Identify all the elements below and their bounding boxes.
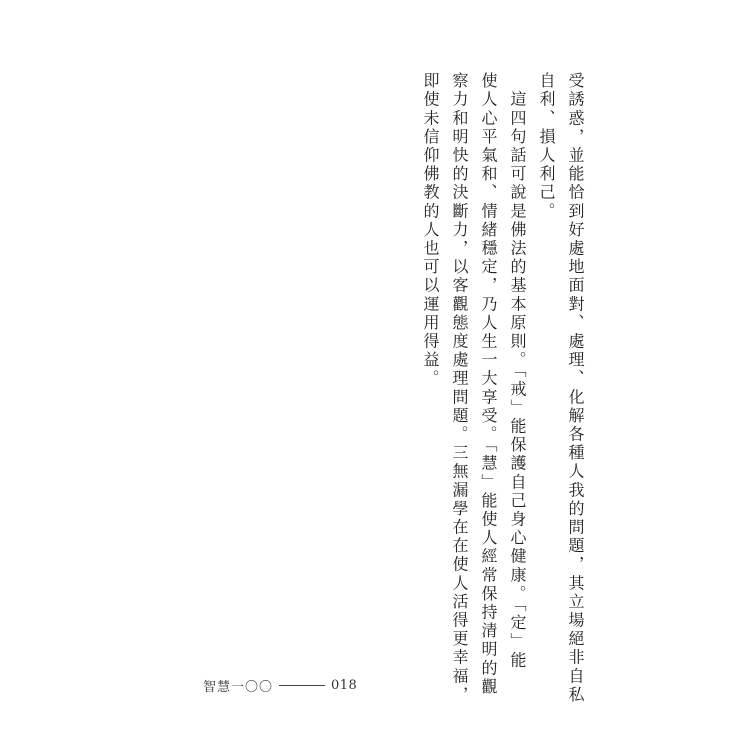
text-column-4: 使人心平氣和、情緒穩定，乃人生一大享受。「慧」能使人經常保持清明的觀 <box>479 72 498 697</box>
footer-rule <box>279 685 325 686</box>
body-text <box>416 72 590 705</box>
text-column-1: 受誘惑，並能恰到好處地面對、處理、化解各種人我的問題，其立場絕非自私 <box>566 72 585 705</box>
text-column-6: 即使未信仰佛教的人也可以運用得益。 <box>421 72 440 389</box>
text-column-3: 這四句話可說是佛法的基本原則。「戒」能保護自己身心健康。「定」能 <box>508 72 527 670</box>
text-column-5: 察力和明快的決斷力，以客觀態度處理問題。三無漏學在在使人活得更幸福， <box>450 72 469 705</box>
page-number: 018 <box>331 677 358 693</box>
page-footer <box>203 675 357 695</box>
text-column-2: 自利、損人利己。 <box>537 72 556 221</box>
running-title: 智慧一〇〇 <box>203 679 274 695</box>
